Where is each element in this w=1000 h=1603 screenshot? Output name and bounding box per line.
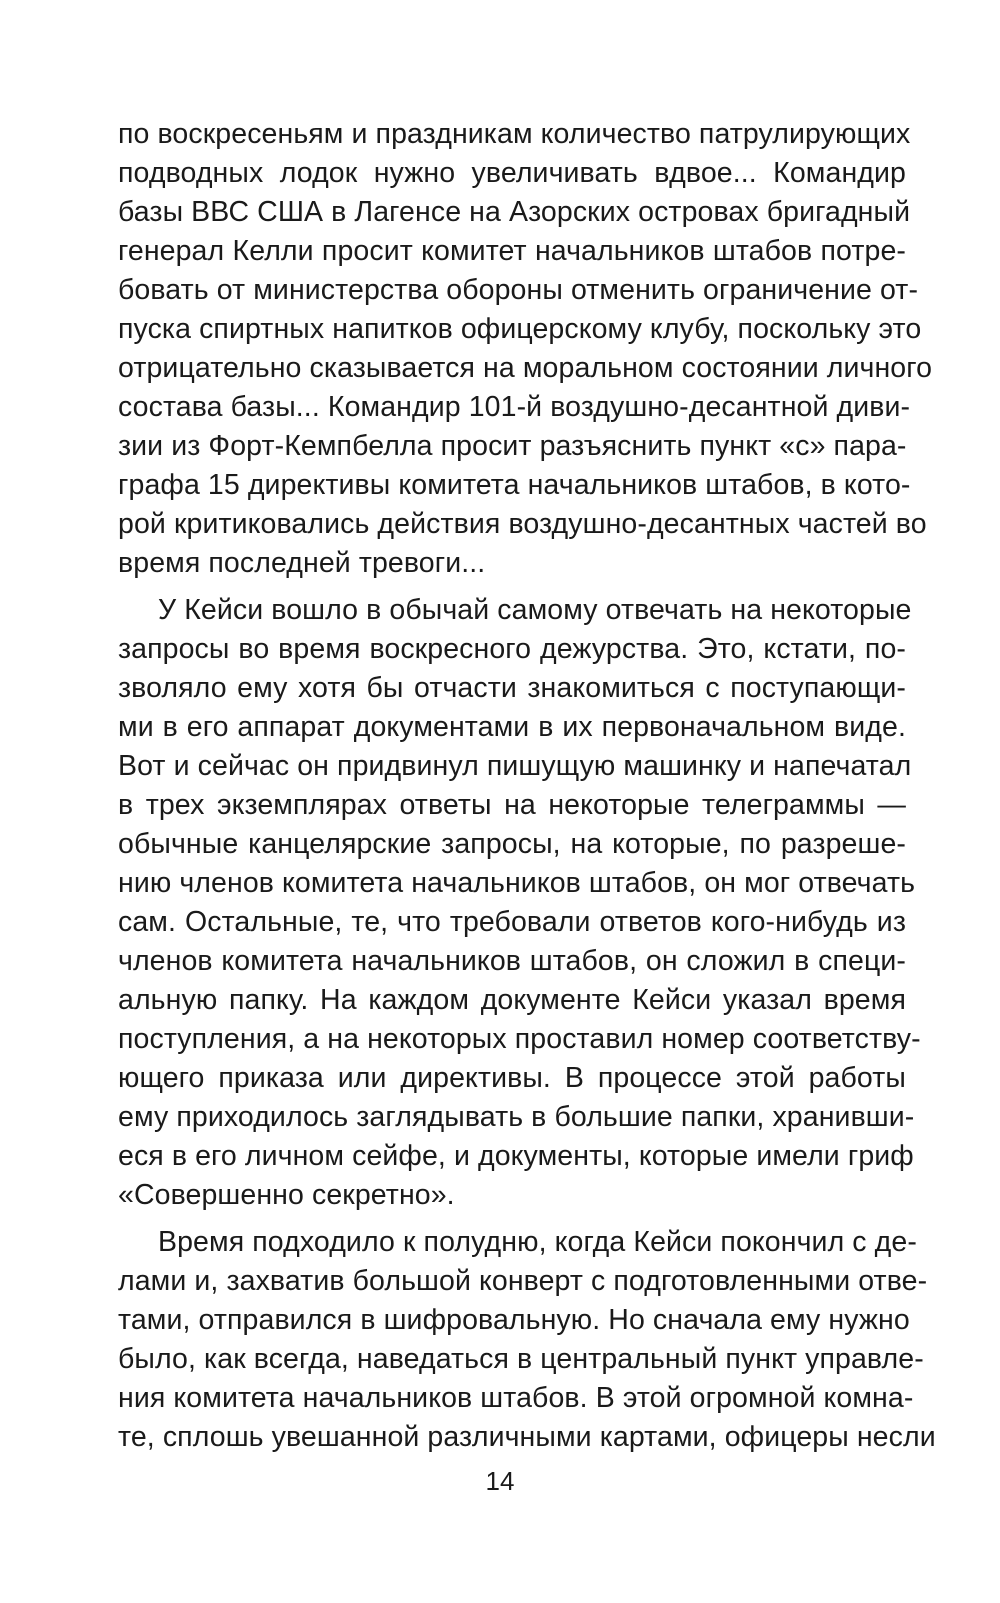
body-text	[118, 115, 936, 1457]
text-line: ющего приказа или директивы. В процессе этой работы	[118, 1062, 906, 1094]
text-line: тами, отправился в шифровальную. Но сначала ему нужно	[118, 1304, 910, 1336]
text-line: Вот и сейчас он придвинул пишущую машинку и напечатал	[118, 750, 912, 782]
page-number: 14	[485, 1466, 515, 1496]
text-line: базы ВВС США в Лагенсе на Азорских островах бригадный	[118, 196, 911, 228]
text-line: нию членов комитета начальников штабов, он мог отвечать	[118, 867, 916, 899]
text-line: обычные канцелярские запросы, на которые, по разреше-	[118, 828, 906, 860]
text-line: альную папку. На каждом документе Кейси указал время	[118, 984, 906, 1016]
text-line: еся в его личном сейфе, и документы, которые имели гриф	[118, 1140, 914, 1172]
paragraph-2	[118, 591, 921, 1215]
paragraph-3	[118, 1223, 936, 1457]
text-line: время последней тревоги...	[118, 547, 486, 579]
text-line: в трех экземплярах ответы на некоторые телеграммы —	[118, 789, 906, 821]
text-line: бовать от министерства обороны отменить ограничение от-	[118, 274, 919, 306]
text-line: состава базы... Командир 101-й воздушно-десантной диви-	[118, 391, 911, 423]
text-line: членов комитета начальников штабов, он сложил в специ-	[118, 945, 906, 977]
text-line: Время подходило к полудню, когда Кейси покончил с де-	[158, 1226, 917, 1258]
text-line: рой критиковались действия воздушно-десантных частей во	[118, 508, 927, 540]
text-line: ми в его аппарат документами в их первоначальном виде.	[118, 711, 906, 743]
text-line: подводных лодок нужно увеличивать вдвое... Командир	[118, 157, 906, 189]
text-line: зволяло ему хотя бы отчасти знакомиться с поступающи-	[118, 672, 906, 704]
text-line: по воскресеньям и праздникам количество патрулирующих	[118, 118, 911, 150]
text-line: ему приходилось заглядывать в большие папки, хранивши-	[118, 1101, 915, 1133]
text-line: лами и, захватив большой конверт с подготовленными отве-	[118, 1265, 928, 1297]
text-line: было, как всегда, наведаться в центральный пункт управле-	[118, 1343, 924, 1375]
text-line: графа 15 директивы комитета начальников штабов, в кото-	[118, 469, 911, 501]
text-line: «Совершенно секретно».	[118, 1179, 455, 1211]
text-line: зии из Форт-Кемпбелла просит разъяснить пункт «с» пара-	[118, 430, 907, 462]
text-line: генерал Келли просит комитет начальников штабов потре-	[118, 235, 906, 267]
text-line: поступления, а на некоторых проставил номер соответству-	[118, 1023, 921, 1055]
text-line: отрицательно сказывается на моральном состоянии личного	[118, 352, 933, 384]
text-line: У Кейси вошло в обычай самому отвечать на некоторые	[158, 594, 912, 626]
text-line: те, сплошь увешанной различными картами, офицеры несли	[118, 1421, 936, 1453]
text-line: запросы во время воскресного дежурства. Это, кстати, по-	[118, 633, 906, 665]
paragraph-1	[118, 115, 933, 583]
text-line: ния комитета начальников штабов. В этой огромной комна-	[118, 1382, 914, 1414]
text-line: пуска спиртных напитков офицерскому клубу, поскольку это	[118, 313, 922, 345]
text-line: сам. Остальные, те, что требовали ответов кого-нибудь из	[118, 906, 906, 938]
